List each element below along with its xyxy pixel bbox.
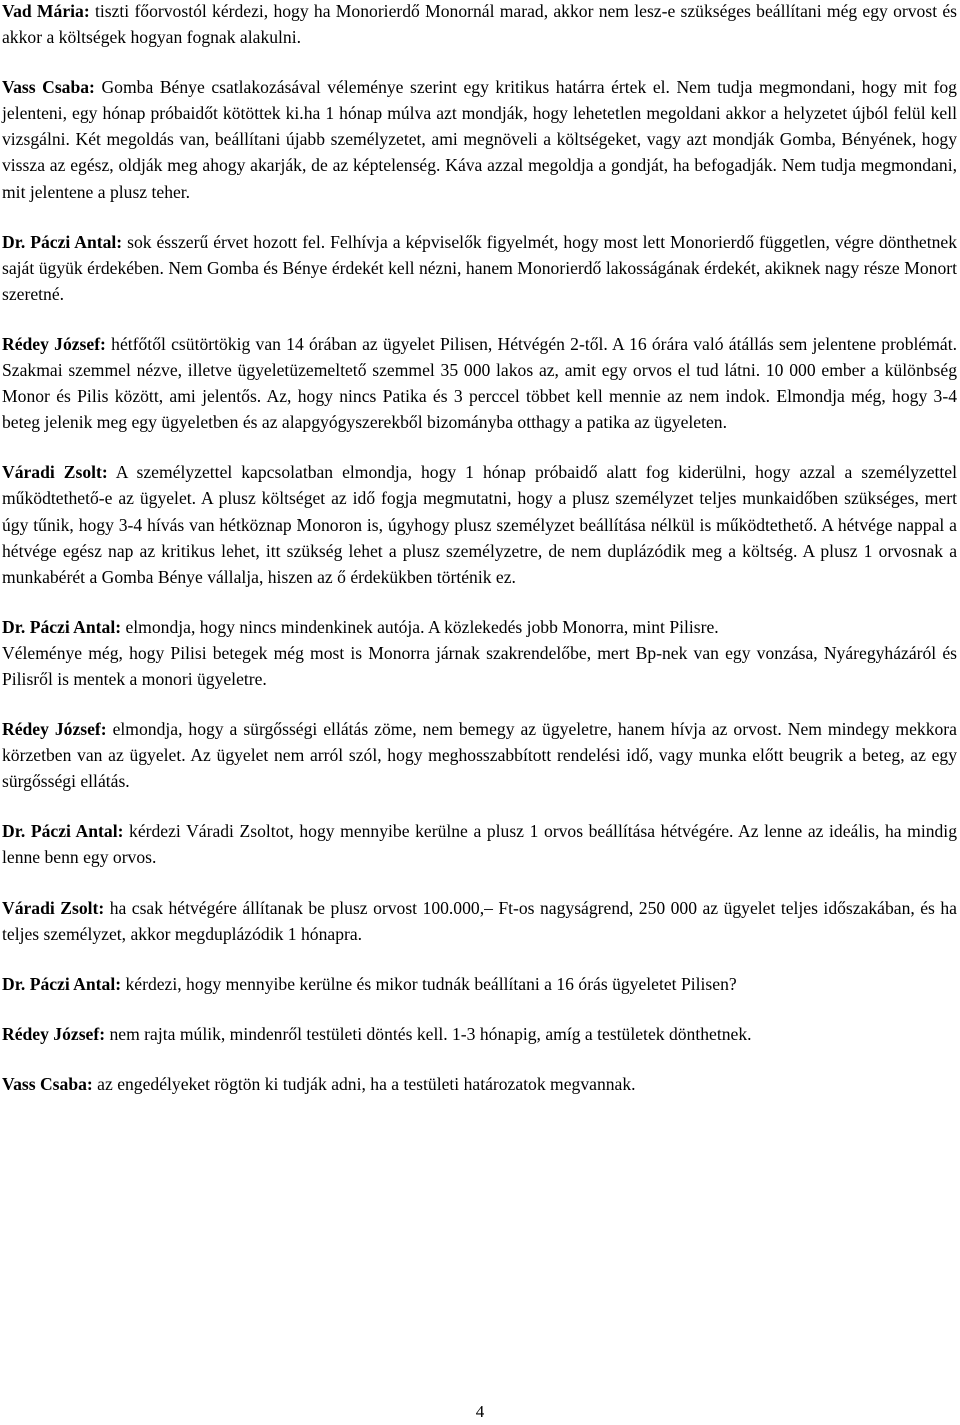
paragraph xyxy=(2,229,957,307)
paragraph-text: ha csak hétvégére állítanak be plusz orvost 100.000,– Ft-os nagyságrend, 250 000 az ügyelet teljes időszakában, és ha teljes személyzet, akkor megduplázódik 1 hónapra. xyxy=(2,897,957,944)
minutes-body xyxy=(2,0,957,1097)
paragraph xyxy=(2,614,957,640)
paragraph xyxy=(2,971,957,997)
page-number: 4 xyxy=(475,1402,485,1421)
speaker-name: Vass Csaba: xyxy=(2,1073,93,1094)
paragraph xyxy=(2,74,957,204)
paragraph-text: Véleménye még, hogy Pilisi betegek még most is Monorra járnak szakrendelőbe, mert Bp-nek van egy vonzása, Nyáregyházáról és Pilisről is mentek a monori ügyeletre. xyxy=(2,642,957,689)
speaker-name: Rédey József: xyxy=(2,719,107,740)
speaker-name: Vass Csaba: xyxy=(2,77,95,98)
paragraph-text: az engedélyeket rögtön ki tudják adni, ha a testületi határozatok megvannak. xyxy=(92,1073,636,1094)
paragraph xyxy=(2,459,957,589)
paragraph xyxy=(2,1021,957,1047)
paragraph-text: Gomba Bénye csatlakozásával véleménye szerint egy kritikus határra értek el. Nem tudja megmondani, hogy mit fog jelenteni, egy hónap próbaidőt kötöttek ki.ha 1 hónap múlva azt mondják, hogy lehetetlen megoldani akkor a helyzetet újból felül kell vizsgálni. Két megoldás van, beállítani újabb személyzetet, ami megnöveli a költségeket, vagy azt mondják Gomba, Bényének, hogy vissza az egész, oldják meg ahogy akarják, de az képtelenség. Káva azzal megoldja a gondját, ha befogadják. Nem tudja megmondani, mit jelentene a plusz teher. xyxy=(2,77,957,202)
paragraph-text: elmondja, hogy a sürgősségi ellátás zöme, nem bemegy az ügyeletre, hanem hívja az orvost. Nem mindegy mekkora körzetben van az ügyelet. Az ügyelet nem arról szól, hogy meghosszabbított rendelési idő, vagy munka előtt beugrik a beteg, az egy sürgősségi ellátás. xyxy=(2,719,957,792)
speaker-name: Dr. Páczi Antal: xyxy=(2,231,123,252)
speaker-name: Dr. Páczi Antal: xyxy=(2,821,124,842)
paragraph-text: kérdezi, hogy mennyibe kerülne és mikor tudnák beállítani a 16 órás ügyeletet Pilisen? xyxy=(121,973,737,994)
paragraph-text: hétfőtől csütörtökig van 14 órában az ügyelet Pilisen, Hétvégén 2-től. A 16 órára való átállás sem jelentene problémát. Szakmai szemmel nézve, illetve ügyeletüzemeltető szemmel 35 000 lakos az, amit egy orvos el tud látni. 10 000 ember a különbség Monor és Pilis között, ami jelentős. Az, hogy nincs Patika és 3 perccel többet kell mennie az nem indok. Elmondja még, hogy 3-4 beteg jelenik meg egy ügyeletben és az alapgyógyszerekből bizományba otthagy a patika az ügyeleten. xyxy=(2,333,957,433)
speaker-name: Dr. Páczi Antal: xyxy=(2,973,122,994)
paragraph-text: sok ésszerű érvet hozott fel. Felhívja a képviselők figyelmét, hogy most lett Monorierdő független, végre dönthetnek saját ügyük érdekében. Nem Gomba és Bénye érdekét kell nézni, hanem Monorierdő lakosságának érdekét, akiknek nagy része Monort szeretné. xyxy=(2,231,957,304)
paragraph-text: elmondja, hogy nincs mindenkinek autója. A közlekedés jobb Monorra, mint Pilisre. xyxy=(121,616,719,637)
speaker-name: Váradi Zsolt: xyxy=(2,462,108,483)
paragraph xyxy=(2,818,957,870)
paragraph xyxy=(2,895,957,947)
paragraph xyxy=(2,1071,957,1097)
speaker-name: Dr. Páczi Antal: xyxy=(2,616,122,637)
paragraph-text: A személyzettel kapcsolatban elmondja, hogy 1 hónap próbaidő alatt fog kiderülni, hogy azzal a személyzettel működtethető-e az ügyelet. A plusz költséget az idő fogja megmutatni, hogy a plusz személyzet teljes munkaidőben szükséges, mert úgy tűnik, hogy 3-4 hívás van hétköznap Monoron is, úgyhogy plusz személyzet beállítása nélkül is működtethető. A hétvége nappal a hétvége egész nap az kritikus lehet, itt szükség lehet a plusz személyzetre, de nem duplázódik meg a költség. A plusz 1 orvosnak a munkabérét a Gomba Bénye vállalja, hiszen az ő érdekükben történik ez. xyxy=(2,462,957,587)
paragraph-text: kérdezi Váradi Zsoltot, hogy mennyibe kerülne a plusz 1 orvos beállítása hétvégére. Az lenne az ideális, ha mindig lenne benn egy orvos. xyxy=(2,821,957,868)
speaker-name: Vad Mária: xyxy=(2,1,90,21)
paragraph xyxy=(2,640,957,692)
paragraph-text: nem rajta múlik, mindenről testületi döntés kell. 1-3 hónapig, amíg a testületek dönthetnek. xyxy=(105,1023,752,1044)
speaker-name: Rédey József: xyxy=(2,1023,106,1044)
speaker-name: Rédey József: xyxy=(2,333,106,354)
paragraph xyxy=(2,331,957,435)
paragraph xyxy=(2,0,957,50)
speaker-name: Váradi Zsolt: xyxy=(2,897,105,918)
paragraph-text: tiszti főorvostól kérdezi, hogy ha Monorierdő Monornál marad, akkor nem lesz-e szükséges beállítani még egy orvost és akkor a költségek hogyan fognak alakulni. xyxy=(2,1,958,48)
paragraph xyxy=(2,716,957,794)
